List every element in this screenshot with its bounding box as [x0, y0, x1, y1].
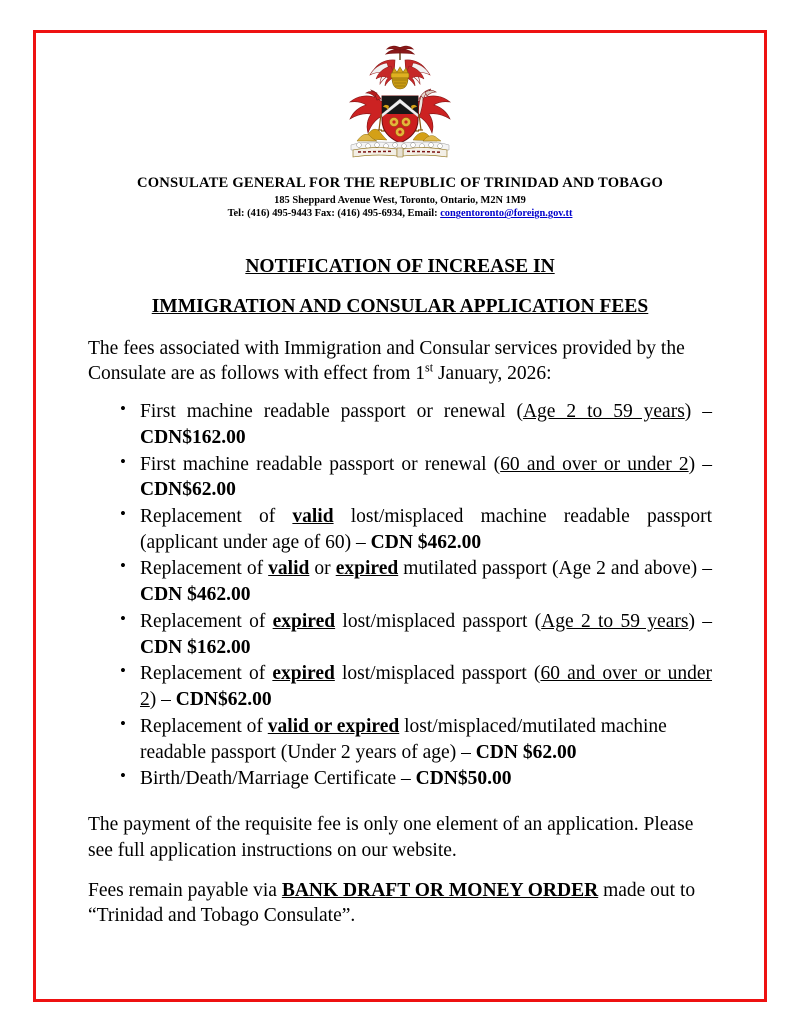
fee-amount: CDN $462.00: [140, 584, 251, 606]
payment-method-emphasis: BANK DRAFT OR MONEY ORDER: [281, 879, 599, 901]
fee-emphasis-expired: expired: [272, 663, 335, 685]
payment-text-after: made out to “Trinidad and Tobago Consulate”.: [88, 879, 696, 927]
fee-amount: CDN $462.00: [370, 531, 482, 553]
document-title-line2-text: IMMIGRATION AND CONSULAR APPLICATION FEES: [151, 296, 649, 318]
payment-text-before: Fees remain payable via: [88, 879, 282, 901]
intro-text-before: The fees associated with Immigration and Consular services provided by the Consulate are as follows with effect from 1: [88, 337, 685, 385]
fee-emphasis-valid: valid: [292, 506, 334, 527]
fee-amount: CDN $162.00: [140, 636, 251, 658]
fee-emphasis-expired: expired: [272, 610, 336, 632]
intro-ordinal-suffix: st: [425, 360, 434, 375]
fee-item-first-passport-60-over-under-2: [88, 452, 712, 503]
fee-emphasis-expired: expired: [335, 558, 399, 580]
fee-lead-text: First machine readable passport or renewal (: [140, 401, 523, 423]
closing-paragraph-application: The payment of the requisite fee is only one element of an application. Please see full application instructions on our website.: [88, 814, 694, 861]
fee-amount: CDN$62.00: [140, 479, 236, 501]
coat-of-arms-icon: [337, 44, 463, 164]
fee-emphasis-valid: valid: [268, 558, 310, 580]
fee-item-replacement-expired-lost-age-2-to-59: [88, 609, 712, 660]
fee-item-birth-death-marriage-certificate: [88, 766, 712, 792]
fee-lead-text: Replacement of: [140, 663, 273, 685]
fee-lead-text: First machine readable passport or renewal (: [140, 453, 501, 475]
fee-lead-text: Replacement of: [140, 610, 273, 632]
fee-item-replacement-valid-or-expired-under-2: [88, 714, 712, 765]
fee-separator-2: ) –: [688, 610, 712, 632]
fee-lead-text: Replacement of: [140, 558, 269, 580]
closing-paragraph-payment: [88, 878, 712, 929]
contact-phone-fax-label: Tel: (416) 495-9443 Fax: (416) 495-6934, Email:: [227, 208, 441, 220]
fee-amount: CDN $62.00: [475, 741, 577, 763]
fee-separator: lost/misplaced passport (: [335, 610, 542, 632]
fee-separator: lost/misplaced passport (: [334, 663, 541, 685]
fee-amount: CDN$50.00: [415, 768, 512, 790]
fee-emphasis-valid-or-expired: valid or expired: [267, 715, 400, 737]
intro-paragraph: [88, 336, 712, 387]
organization-name: CONSULATE GENERAL FOR THE REPUBLIC OF TRINIDAD AND TOBAGO: [136, 175, 664, 191]
fee-item-replacement-expired-lost-60-over-under-2: [88, 661, 712, 712]
email-link[interactable]: congentoronto@foreign.gov.tt: [440, 208, 573, 220]
fee-separator: lost/misplaced/mutilated machine readable passport (Under 2 years of age) –: [140, 715, 667, 763]
fee-separator-2: ) –: [149, 689, 176, 711]
fee-separator: ) –: [688, 453, 712, 475]
document-content: [88, 44, 712, 929]
crest-container: [88, 44, 712, 169]
title-block: [88, 255, 712, 319]
fee-age-range-underlined: 60 and over or under 2: [500, 453, 689, 475]
fee-joiner: or: [309, 558, 336, 580]
fee-age-range-underlined: Age 2 to 59 years: [522, 401, 685, 423]
fee-amount: CDN$162.00: [140, 426, 246, 448]
fee-item-replacement-valid-or-expired-mutilated: [88, 556, 712, 607]
organization-address: 185 Sheppard Avenue West, Toronto, Ontario, M2N 1M9: [274, 194, 526, 206]
organization-contact: [88, 207, 712, 221]
fee-item-first-passport-age-2-to-59: [88, 399, 712, 450]
fee-separator: ) –: [684, 401, 712, 423]
intro-text-after: January, 2026:: [433, 363, 552, 385]
fee-age-range-underlined: Age 2 to 59 years: [541, 610, 689, 632]
document-title-line1: [88, 255, 712, 278]
document-title-line2: [88, 295, 712, 318]
fee-separator: lost/misplaced machine readable passport (applicant under age of 60) –: [140, 506, 713, 553]
fee-amount: CDN$62.00: [175, 689, 272, 711]
fee-age-range-underlined: 60 and over or under 2: [140, 663, 713, 711]
fee-list: [88, 399, 712, 792]
document-title-line1-text: NOTIFICATION OF INCREASE IN: [245, 255, 555, 277]
fee-lead-text: Replacement of: [140, 506, 293, 527]
fee-item-replacement-valid-lost-under-60: [88, 504, 712, 555]
fee-lead-text: Birth/Death/Marriage Certificate –: [140, 768, 416, 790]
fee-lead-text: Replacement of: [140, 715, 268, 737]
fee-separator: mutilated passport (Age 2 and above) –: [398, 558, 712, 580]
